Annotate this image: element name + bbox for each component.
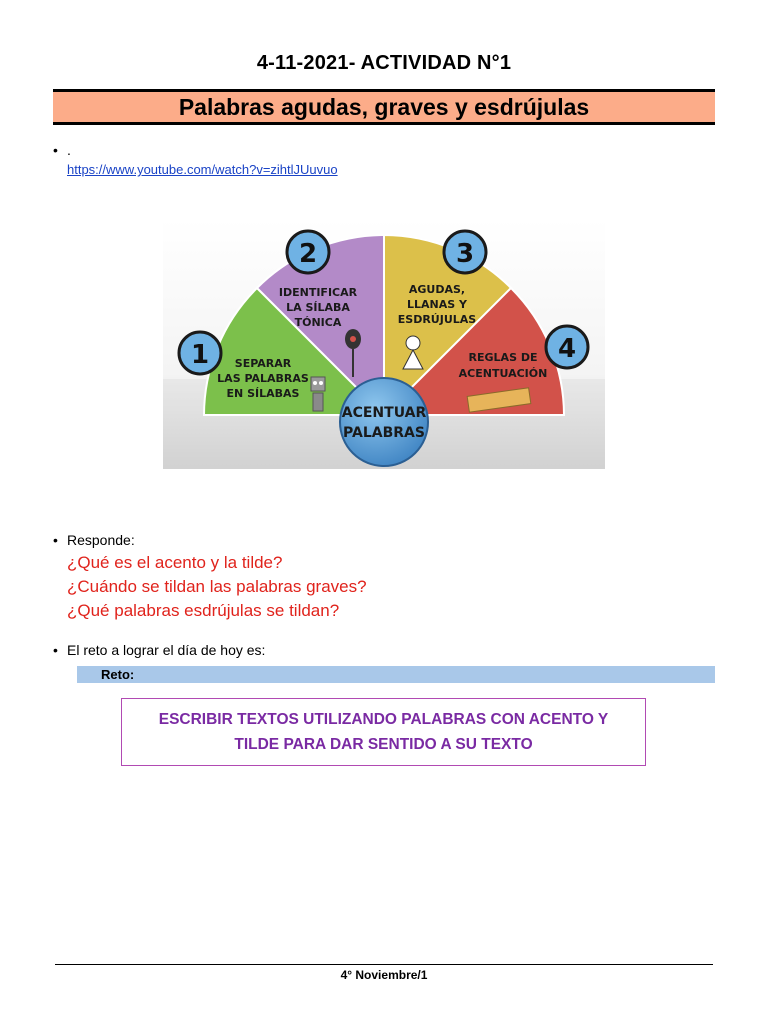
step-2-line-3: TÓNICA (294, 316, 342, 329)
reto-box (121, 698, 646, 766)
reto-intro-text: El reto a lograr el día de hoy es: (67, 642, 266, 658)
step-1-line-1: SEPARAR (234, 357, 292, 370)
reto-bar (77, 666, 715, 683)
step-3-line-1: AGUDAS, (408, 283, 466, 296)
reto-label: Reto: (101, 667, 135, 682)
banner-title: Palabras agudas, graves y esdrújulas (178, 93, 590, 120)
step-4-line-1: REGLAS DE (468, 351, 538, 364)
footer-text: 4° Noviembre/1 (340, 968, 428, 982)
bullet-icon: • (53, 642, 58, 658)
step-2-line-2: LA SÍLABA (286, 301, 350, 314)
step-2-line-1: IDENTIFICAR (278, 286, 358, 299)
video-bullet-text: . (67, 142, 71, 158)
step-4-number: 4 (557, 334, 577, 364)
date-title: 4-11-2021- ACTIVIDAD N°1 (256, 52, 512, 74)
question-item: ¿Cuándo se tildan las palabras graves? (67, 577, 367, 596)
question-item: ¿Qué es el acento y la tilde? (67, 553, 283, 572)
center-label-1: ACENTUAR (341, 405, 427, 421)
responde-label: Responde: (67, 532, 135, 548)
video-link[interactable]: https://www.youtube.com/watch?v=zihtlJUuvuo (67, 162, 338, 177)
title-banner (53, 89, 715, 125)
question-item: ¿Qué palabras esdrújulas se tildan? (67, 601, 340, 620)
step-2-number: 2 (298, 239, 318, 269)
step-3-number: 3 (455, 239, 475, 269)
questions-list (67, 551, 367, 623)
center-label-2: PALABRAS (343, 425, 425, 441)
step-1-line-2: LAS PALABRAS (217, 372, 309, 385)
step-3-line-3: ESDRÚJULAS (397, 313, 477, 326)
acentuar-palabras-ball (340, 378, 428, 466)
acentuar-infographic (163, 219, 605, 469)
reto-text-line-2: TILDE PARA DAR SENTIDO A SU TEXTO (234, 736, 533, 753)
bullet-icon: • (53, 142, 58, 158)
footer-divider (55, 964, 713, 965)
step-3-line-2: LLANAS Y (407, 298, 467, 311)
step-1-number: 1 (190, 340, 210, 370)
step-1-line-3: EN SÍLABAS (226, 387, 300, 400)
bullet-icon: • (53, 532, 58, 548)
reto-text-line-1: ESCRIBIR TEXTOS UTILIZANDO PALABRAS CON ACENTO Y (158, 711, 609, 728)
step-4-line-2: ACENTUACIÓN (458, 367, 548, 380)
robot-illustration (311, 377, 325, 411)
